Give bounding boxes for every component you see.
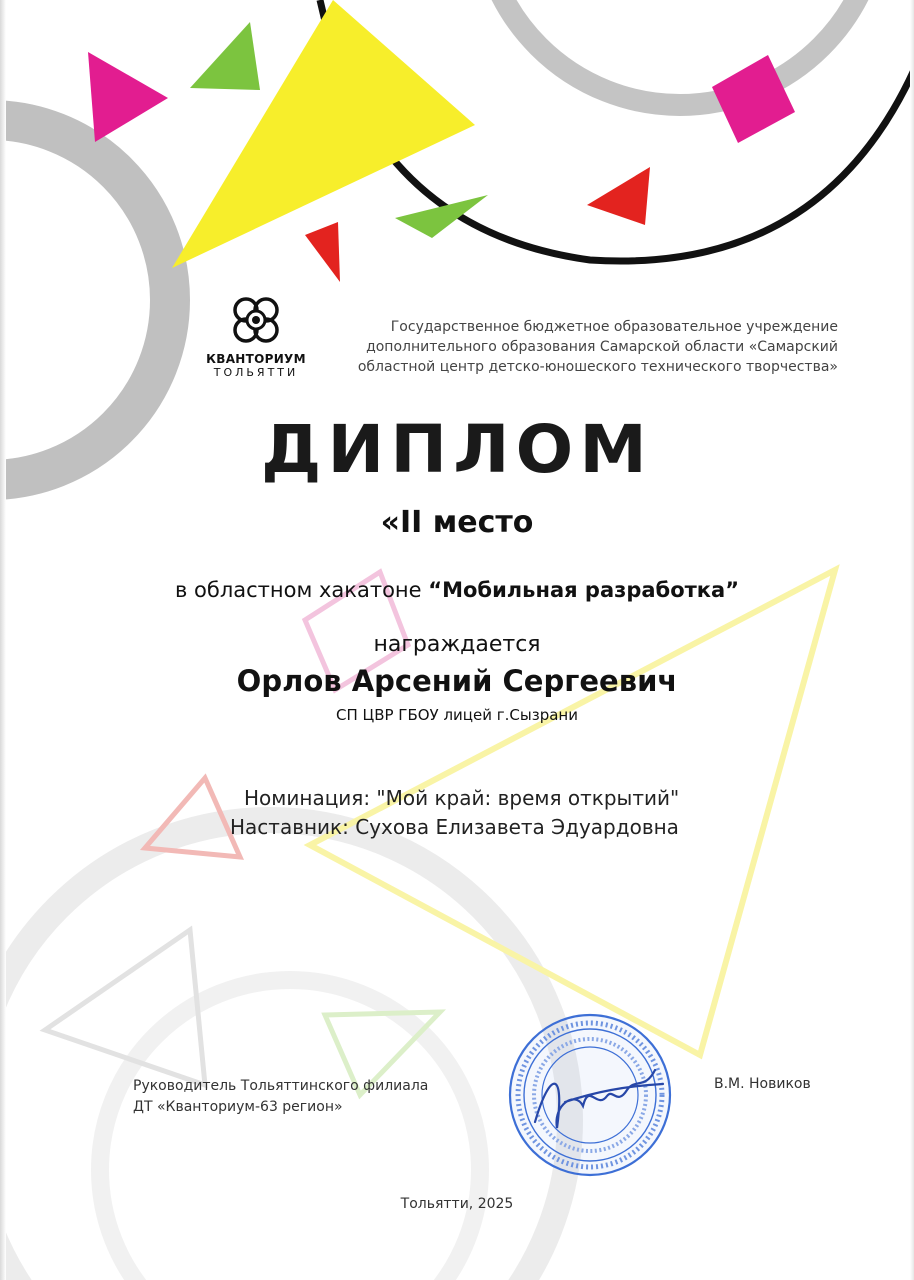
organization-line-1: Государственное бюджетное образовательное учреждение xyxy=(390,319,838,335)
awarded-text: награждается xyxy=(373,632,541,657)
green-triangle-top xyxy=(190,22,260,90)
recipient-school: СП ЦВР ГБОУ лицей г.Сызрани xyxy=(336,706,578,724)
signer-role-line-1: Руководитель Тольяттинского филиала xyxy=(133,1078,429,1094)
gray-ring-top xyxy=(480,0,880,105)
event-name: “Мобильная разработка” xyxy=(428,578,740,602)
red-triangle-right xyxy=(587,167,650,225)
official-stamp xyxy=(505,1010,675,1180)
logo-city: ТОЛЬЯТТИ xyxy=(213,366,299,379)
diploma-title xyxy=(0,412,914,488)
logo-name: КВАНТОРИУМ xyxy=(206,352,306,366)
organization-name xyxy=(310,317,838,377)
event-prefix: в областном хакатоне xyxy=(174,578,422,602)
organization-line-2: дополнительного образования Самарской области «Самарский xyxy=(366,339,838,355)
faded-circle-inner xyxy=(100,980,480,1280)
event-line xyxy=(0,578,914,602)
signer-role xyxy=(133,1076,493,1118)
place-text: «II место xyxy=(380,505,534,540)
signer-name: В.М. Новиков xyxy=(714,1076,811,1092)
city-year: Тольятти, 2025 xyxy=(400,1196,514,1212)
nomination: Номинация: "Мой край: время открытий" xyxy=(244,786,680,810)
red-triangle-small xyxy=(305,222,340,282)
recipient-name: Орлов Арсений Сергеевич xyxy=(236,664,678,698)
kvantorium-logo-icon xyxy=(226,290,286,350)
magenta-triangle xyxy=(88,52,168,142)
diploma-title-text xyxy=(0,412,914,484)
signer-role-line-2: ДТ «Кванториум-63 регион» xyxy=(133,1099,343,1115)
title-text: ДИПЛОМ xyxy=(261,412,653,484)
mentor: Наставник: Сухова Елизавета Эдуардовна xyxy=(230,815,679,839)
kvantorium-logo xyxy=(196,290,316,379)
organization-line-3: областной центр детско-юношеского технического творчества» xyxy=(357,359,838,375)
